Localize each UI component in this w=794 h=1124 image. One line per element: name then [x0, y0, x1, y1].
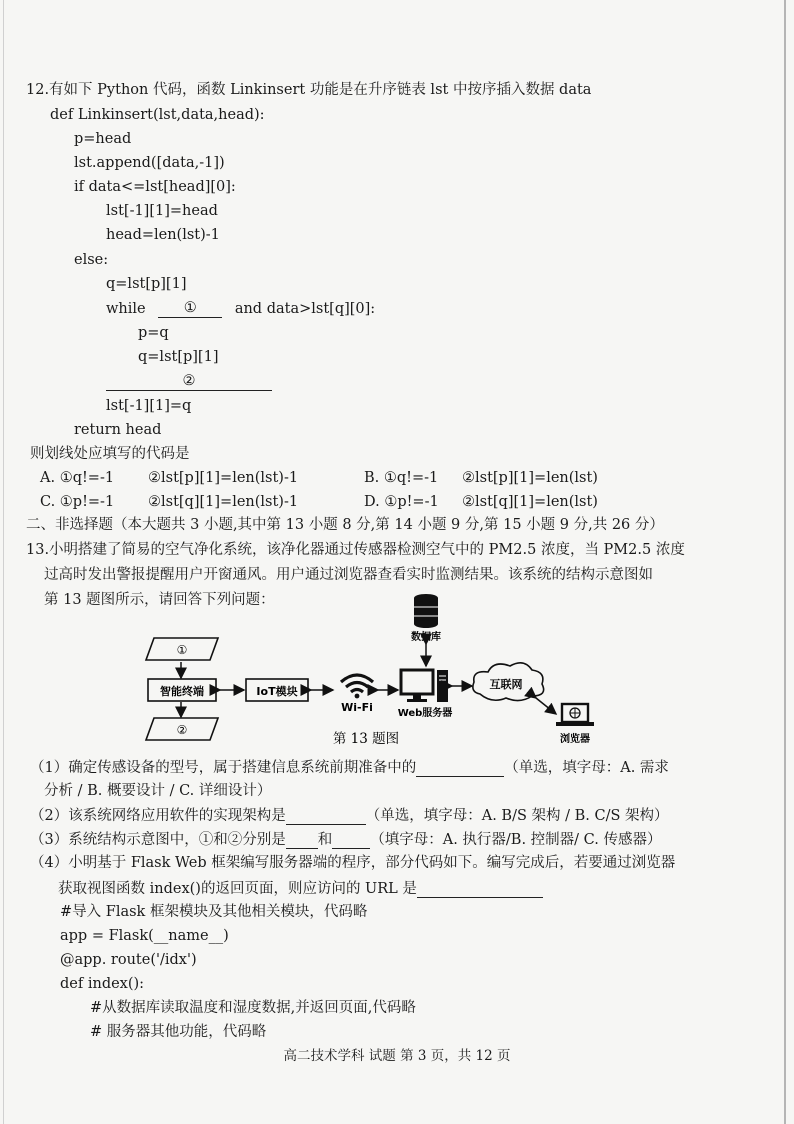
code-line: if data<=lst[head][0]:: [74, 179, 236, 195]
option-b[interactable]: [364, 469, 438, 487]
option-c[interactable]: [40, 493, 114, 511]
option-d[interactable]: [364, 493, 439, 511]
smart-terminal-box: [148, 679, 216, 701]
sub4-text: 获取视图函数 index()的返回页面，则应访问的 URL 是: [58, 881, 417, 897]
device-1-box: [146, 638, 218, 660]
answer-blank-sub1[interactable]: [416, 758, 504, 777]
sub4-cont: [58, 879, 543, 898]
flask-code-line: # 服务器其他功能，代码略: [90, 1024, 267, 1040]
internet-label: 互联网: [489, 678, 523, 691]
option-c-label: C. ①p!=-1: [40, 494, 115, 510]
q13-stem-line: 过高时发出警报提醒用户开窗通风。用户通过浏览器查看实时监测结果。该系统的结构示意图如: [44, 567, 653, 583]
code-line: else:: [74, 252, 109, 268]
sub-question-2: [30, 806, 669, 825]
code-line: def Linkinsert(lst,data,head):: [50, 107, 265, 123]
option-a-code: ②lst[p][1]=len(lst)-1: [148, 470, 299, 486]
answer-blank-sub3a[interactable]: [286, 830, 318, 849]
wifi-icon: [341, 675, 373, 698]
sub-question-4: （4）小明基于 Flask Web 框架编写服务器端的程序，部分代码如下。编写完成后，若要通过浏览器: [30, 855, 676, 871]
sub3-and: 和: [317, 832, 333, 848]
code-line-while: [106, 299, 375, 318]
device-2-box: [146, 718, 218, 740]
device-2-label: ②: [176, 723, 188, 737]
code-line: lst[-1][1]=q: [106, 398, 192, 414]
answer-blank-sub4[interactable]: [417, 879, 543, 898]
sub3-choices: （填字母：A. 执行器/B. 控制器/ C. 传感器）: [370, 832, 662, 848]
q12-stem: 12.有如下 Python 代码，函数 Linkinsert 功能是在升序链表 lst 中按序插入数据 data: [26, 82, 592, 98]
flask-code-line: @app. route('/idx'): [60, 952, 197, 968]
page-footer: 高二技术学科 试题 第 3 页，共 12 页: [283, 1048, 511, 1064]
code-line: p=q: [138, 325, 169, 341]
option-a[interactable]: [40, 469, 114, 487]
code-line: lst.append([data,-1]): [74, 155, 225, 171]
code-line: lst[-1][1]=head: [106, 203, 218, 219]
code-line: head=len(lst)-1: [106, 227, 220, 243]
section-heading: 二、非选择题（本大题共 3 小题,其中第 13 小题 8 分,第 14 小题 9 分,第 15 小题 9 分,共 26 分）: [26, 517, 664, 533]
option-d-code: ②lst[q][1]=len(lst): [462, 494, 598, 510]
flask-code-line: app = Flask(__name__): [60, 928, 229, 944]
code-line: p=head: [74, 131, 132, 147]
sub-question-3: [30, 830, 661, 849]
flask-code-line: def index():: [60, 976, 145, 992]
option-a-label: A. ①q!=-1: [40, 470, 115, 486]
system-diagram: [0, 590, 794, 750]
sub1-choices-cont: 分析 / B. 概要设计 / C. 详细设计）: [44, 783, 272, 799]
database-label: 数据库: [411, 632, 441, 643]
sub2-text: （2）该系统网络应用软件的实现架构是: [30, 808, 286, 824]
answer-blank-sub2[interactable]: [286, 806, 366, 825]
sub2-choices: （单选，填字母：A. B/S 架构 / B. C/S 架构）: [365, 808, 669, 824]
q13-stem-line: 第 13 题图所示，请回答下列问题：: [44, 592, 275, 608]
smart-terminal-label: 智能终端: [160, 685, 204, 698]
while-condition: and data>lst[q][0]:: [234, 301, 376, 317]
option-b-label: B. ①q!=-1: [364, 470, 439, 486]
sub-question-1: [30, 758, 669, 777]
flask-code-line: #从数据库读取温度和湿度数据,并返回页面,代码略: [90, 1000, 416, 1016]
scan-edge-right: [784, 0, 786, 1124]
code-line: q=lst[p][1]: [138, 349, 219, 365]
flask-code-line: #导入 Flask 框架模块及其他相关模块，代码略: [60, 904, 368, 920]
database-icon: [414, 594, 438, 628]
web-server-label: Web服务器: [397, 708, 453, 719]
link-internet-browser: [536, 698, 556, 714]
iot-module-label: IoT模块: [256, 685, 298, 698]
answer-blank-2[interactable]: ②: [106, 372, 272, 391]
answer-blank-sub3b[interactable]: [332, 830, 370, 849]
option-d-label: D. ①p!=-1: [364, 494, 439, 510]
iot-module-box: [246, 679, 308, 701]
browser-label: 浏览器: [560, 734, 590, 745]
code-keyword-while: while: [106, 301, 146, 317]
q12-prompt: 则划线处应填写的代码是: [30, 446, 190, 462]
answer-blank-1[interactable]: ①: [158, 299, 222, 318]
scan-edge-left: [3, 0, 4, 1124]
web-server-icon: [401, 670, 448, 702]
sub1-text: （1）确定传感设备的型号，属于搭建信息系统前期准备中的: [30, 760, 417, 776]
sub3-text: （3）系统结构示意图中，①和②分别是: [30, 832, 286, 848]
figure-caption: 第 13 题图: [332, 731, 400, 747]
code-line: q=lst[p][1]: [106, 276, 187, 292]
code-line-blank: [106, 372, 272, 391]
sub1-choices: （单选，填字母：A. 需求: [504, 760, 669, 776]
browser-laptop-icon: [556, 704, 594, 726]
wifi-label: Wi-Fi: [341, 701, 373, 714]
code-line: return head: [74, 422, 162, 438]
q13-stem-line: 13.小明搭建了简易的空气净化系统，该净化器通过传感器检测空气中的 PM2.5 浓度，当 PM2.5 浓度: [26, 542, 685, 558]
option-b-code: ②lst[p][1]=len(lst): [462, 470, 598, 486]
device-1-label: ①: [176, 643, 188, 657]
option-c-code: ②lst[q][1]=len(lst)-1: [148, 494, 299, 510]
